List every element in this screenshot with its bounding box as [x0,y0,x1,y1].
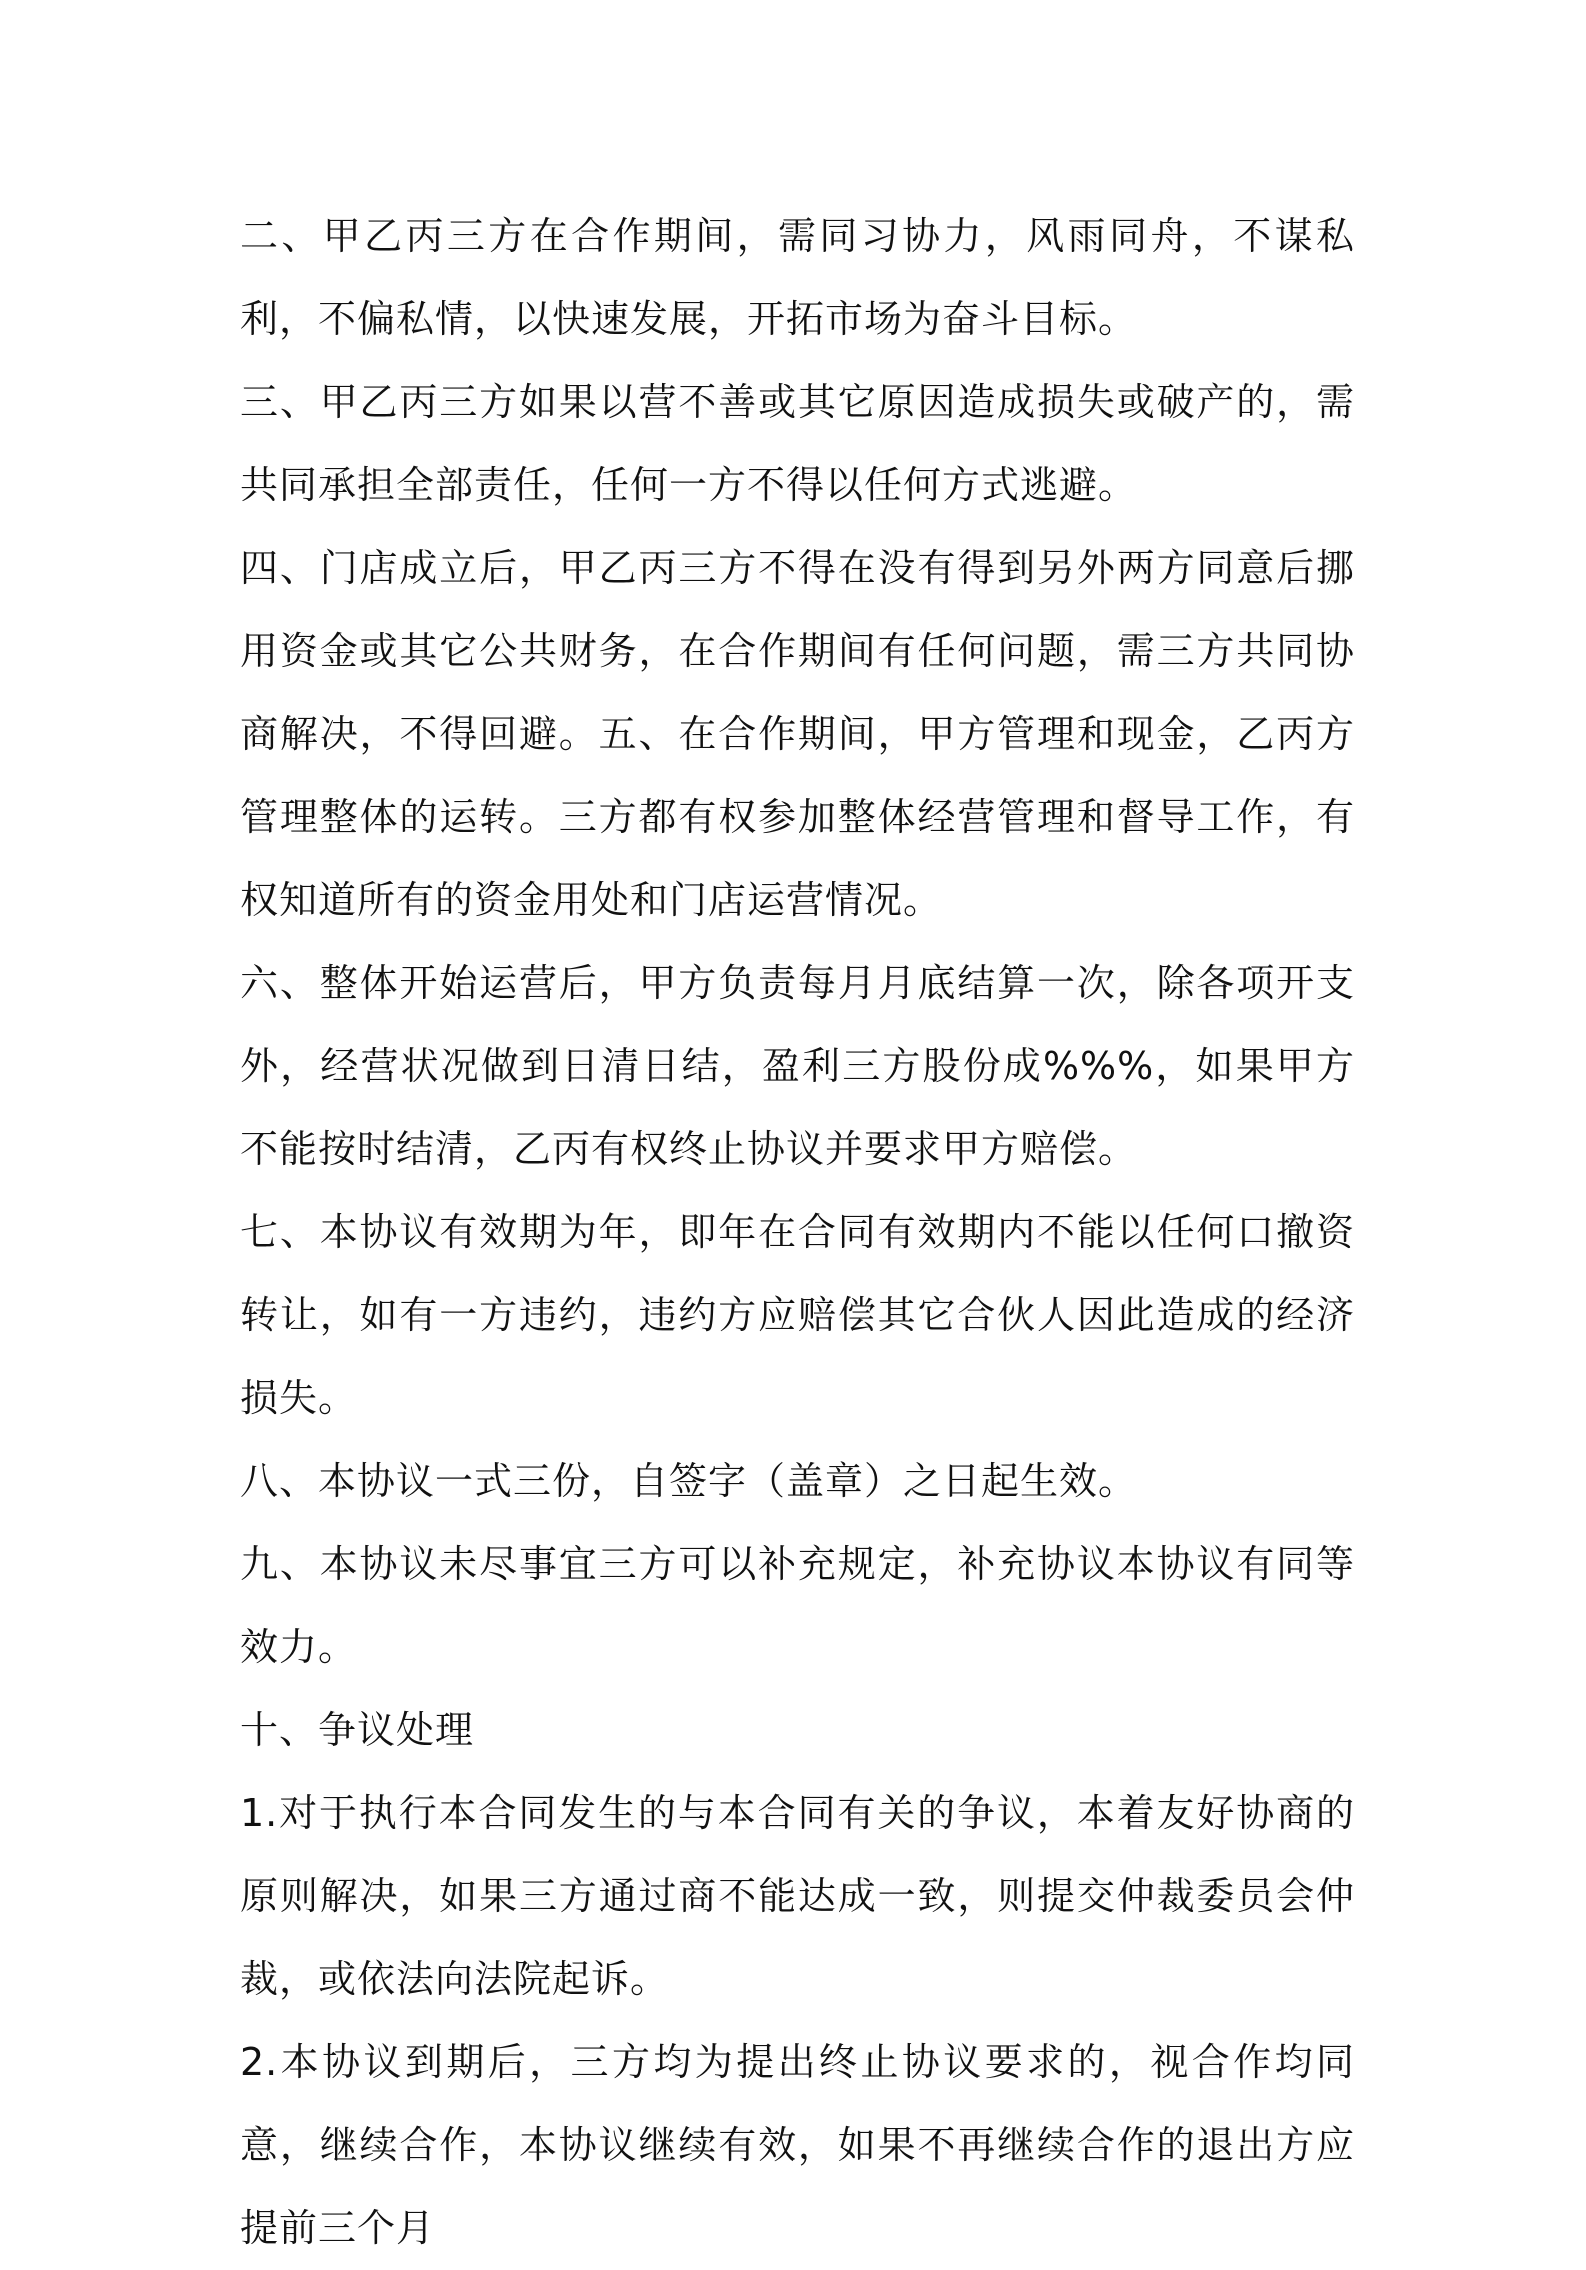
clause-10-item-1: 1.对于执行本合同发生的与本合同有关的争议，本着友好协商的原则解决，如果三方通过商不能达成一致，则提交仲裁委员会仲裁，或依法向法院起诉。 [240,1791,1355,2001]
clause-4-5-paragraph: 四、门店成立后，甲乙丙三方不得在没有得到另外两方同意后挪用资金或其它公共财务，在合作期间有任何问题，需三方共同协商解决，不得回避。五、在合作期间，甲方管理和现金，乙丙方管理整体的运转。三方都有权参加整体经营管理和督导工作，有权知道所有的资金用处和门店运营情况。 [240,546,1355,922]
clause-7-paragraph: 七、本协议有效期为年，即年在合同有效期内不能以任何口撤资转让，如有一方违约，违约方应赔偿其它合伙人因此造成的经济损失。 [240,1210,1355,1420]
clause-3-paragraph: 三、甲乙丙三方如果以营不善或其它原因造成损失或破产的，需共同承担全部责任，任何一方不得以任何方式逃避。 [240,380,1355,507]
clause-2-paragraph: 二、甲乙丙三方在合作期间，需同习协力，风雨同舟，不谋私利，不偏私情，以快速发展，开拓市场为奋斗目标。 [240,214,1355,341]
clause-10-item-2: 2.本协议到期后，三方均为提出终止协议要求的，视合作均同意，继续合作，本协议继续有效，如果不再继续合作的退出方应提前三个月 [240,2040,1355,2250]
clause-6-paragraph: 六、整体开始运营后，甲方负责每月月底结算一次，除各项开支外，经营状况做到日清日结，盈利三方股份成%%%，如果甲方不能按时结清，乙丙有权终止协议并要求甲方赔偿。 [240,961,1355,1171]
document-body [240,195,1355,2270]
clause-8-paragraph: 八、本协议一式三份，自签字（盖章）之日起生效。 [240,1459,1138,1503]
clause-9-paragraph: 九、本协议未尽事宜三方可以补充规定，补充协议本协议有同等效力。 [240,1542,1355,1669]
clause-10-heading: 十、争议处理 [240,1708,475,1752]
